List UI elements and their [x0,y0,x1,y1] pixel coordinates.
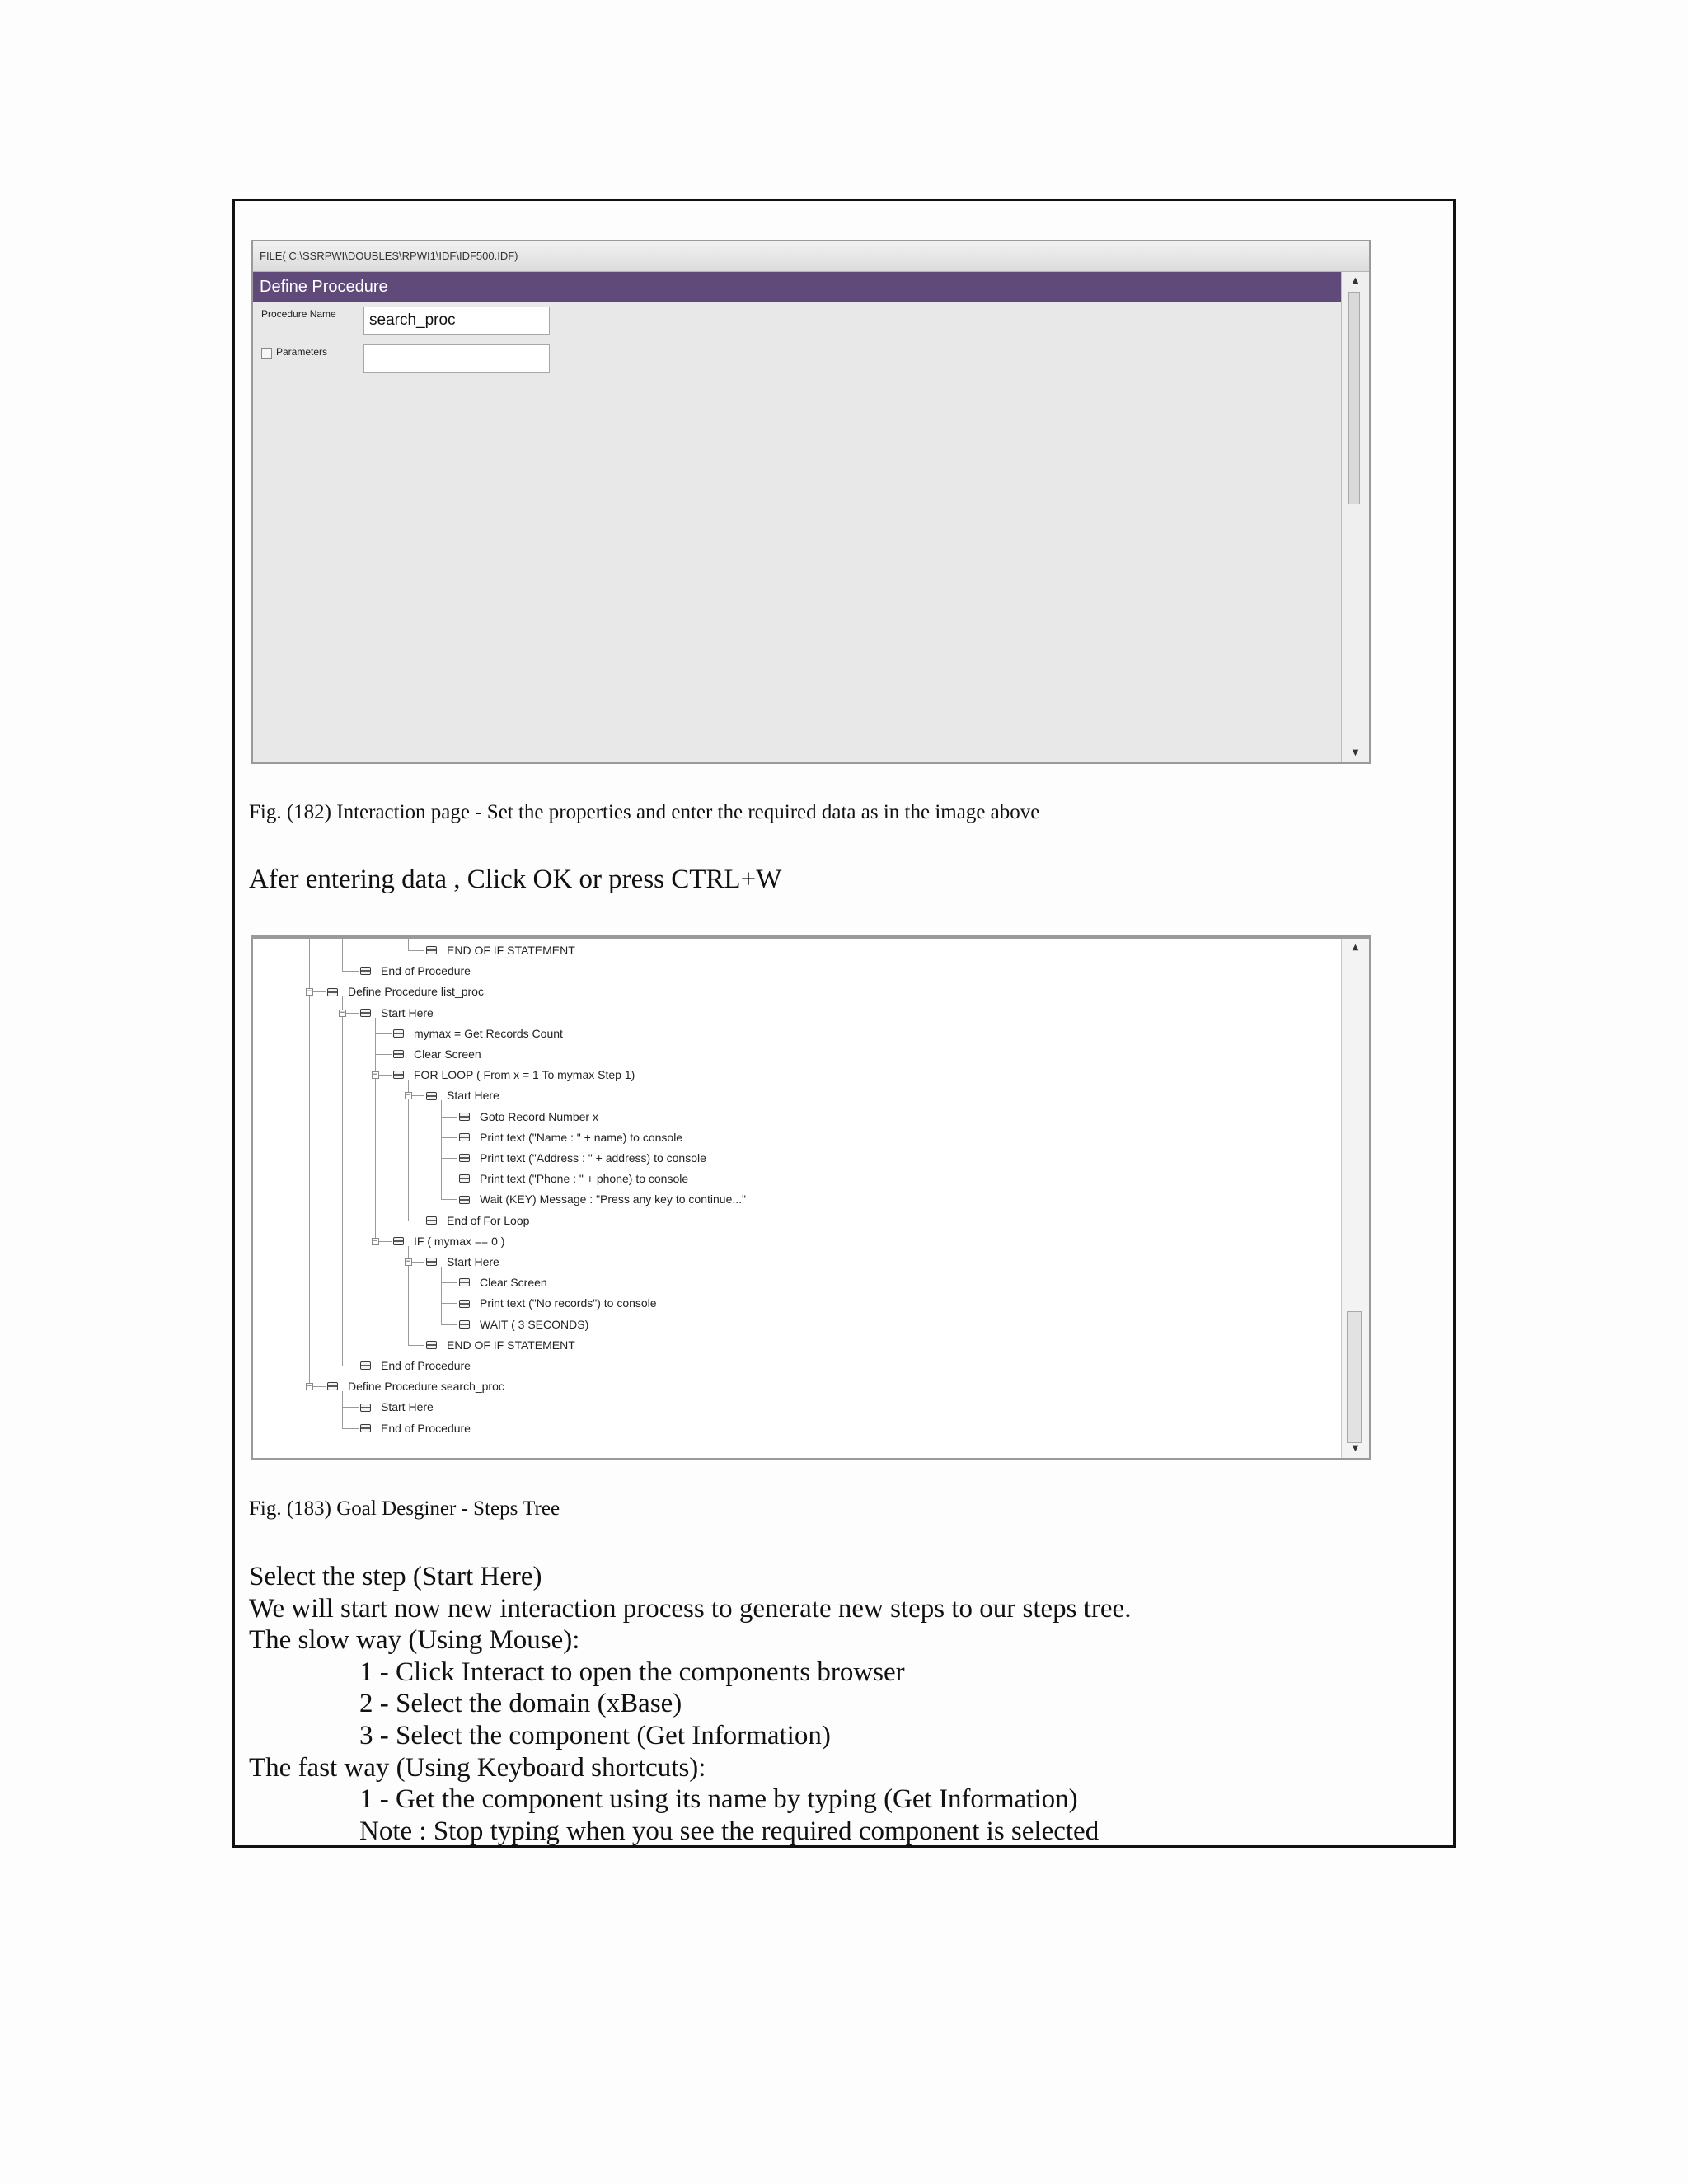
tree-node-label: IF ( mymax == 0 ) [414,1234,505,1248]
tree-scroll-thumb[interactable] [1347,1311,1362,1443]
define-procedure-window [251,240,1371,764]
tree-expander-icon[interactable]: − [373,1236,378,1245]
tree-connector [342,935,343,971]
step-node-icon [393,1071,404,1079]
tree-connector [441,1100,442,1199]
tree-node-label: END OF IF STATEMENT [447,1338,575,1352]
instruction-line: We will start now new interaction process to generate new steps to our steps tree. [249,1593,1132,1624]
step-node-icon [459,1154,470,1162]
tree-node[interactable] [393,1024,563,1044]
tree-expander-icon[interactable]: − [373,1071,378,1080]
instruction-line: The fast way (Using Keyboard shortcuts): [249,1752,706,1783]
tree-connector [342,1428,359,1429]
tree-node[interactable] [426,1335,575,1356]
vertical-scrollbar[interactable] [1341,272,1369,762]
parameters-input[interactable] [363,344,550,373]
tree-expander-icon[interactable]: − [406,1258,411,1266]
tree-node[interactable] [327,982,484,1002]
step-node-icon [393,1029,404,1038]
tree-node-label: Define Procedure list_proc [348,985,484,999]
tree-connector [375,1054,392,1055]
step-node-icon [426,1092,437,1100]
tree-node[interactable] [426,940,575,961]
tree-node-label: Start Here [381,1400,434,1414]
tree-node[interactable] [360,1356,471,1376]
figure-182-caption: Fig. (182) Interaction page - Set the properties and enter the required data as in the image above [249,801,1040,823]
tree-node-label: Start Here [447,1255,499,1268]
tree-node[interactable] [459,1315,588,1335]
tree-connector [342,971,359,972]
tree-node-label: FOR LOOP ( From x = 1 To mymax Step 1) [414,1068,635,1082]
tree-scroll-down-icon[interactable]: ▼ [1352,1444,1359,1453]
step-node-icon [459,1133,470,1141]
tree-connector [441,1137,457,1138]
window-title: Define Procedure [253,272,1349,302]
instruction-line: 1 - Click Interact to open the components browser [359,1657,905,1687]
tree-node-label: Print text ("Name : " + name) to console [480,1130,683,1144]
tree-node[interactable] [459,1293,657,1314]
tree-node[interactable] [360,1397,434,1418]
step-node-icon [459,1174,470,1183]
tree-node[interactable] [393,1065,635,1085]
step-node-icon [459,1278,470,1286]
tree-node-label: Clear Screen [414,1047,481,1061]
tree-node[interactable] [459,1127,682,1148]
tree-vertical-scrollbar[interactable] [1341,939,1369,1458]
step-node-icon [360,1009,371,1017]
tree-connector [375,1033,392,1034]
tree-connector [441,1303,457,1304]
tree-connector [342,996,343,1366]
tree-connector [375,1018,376,1241]
tree-node[interactable] [459,1272,547,1293]
tree-node[interactable] [459,1189,746,1210]
tree-node[interactable] [459,1169,688,1189]
step-node-icon [426,946,437,954]
step-node-icon [360,1404,371,1412]
step-node-icon [426,1258,437,1266]
tree-node-label: Start Here [381,1005,434,1019]
tree-connector [408,935,409,950]
tree-node-label: Print text ("Address : " + address) to console [480,1151,706,1165]
instruction-line: The slow way (Using Mouse): [249,1625,580,1656]
tree-node-label: WAIT ( 3 SECONDS) [480,1317,589,1331]
tree-node[interactable] [360,1003,434,1024]
tree-node[interactable] [360,961,471,982]
step-node-icon [459,1196,470,1204]
step-node-icon [360,967,371,975]
steps-tree [253,939,1343,1460]
tree-scroll-up-icon[interactable]: ▲ [1352,943,1359,952]
tree-node-label: End of Procedure [381,1359,471,1372]
step-node-icon [459,1113,470,1121]
tree-expander-icon[interactable]: − [406,1091,411,1100]
step-node-icon [327,1382,338,1390]
tree-connector [408,1345,424,1346]
tree-connector [408,1080,409,1220]
step-node-icon [426,1216,437,1225]
tree-node[interactable] [327,1376,504,1397]
tree-node[interactable] [426,1085,499,1106]
tree-connector [408,950,424,951]
tree-node-label: Print text ("Phone : " + phone) to console [480,1172,689,1186]
tree-node[interactable] [426,1252,499,1272]
parameters-checkbox[interactable] [261,348,272,359]
step-node-icon [459,1300,470,1308]
instruction-line: 1 - Get the component using its name by typing (Get Information) [359,1784,1078,1815]
tree-connector [441,1324,457,1325]
tree-node-label: END OF IF STATEMENT [447,944,575,957]
tree-node-label: Goto Record Number x [480,1109,598,1123]
instruction-line: Note : Stop typing when you see the required component is selected [359,1816,1100,1846]
step-node-icon [327,988,338,996]
step-node-icon [393,1050,404,1058]
steps-tree-window [251,935,1371,1460]
step-node-icon [459,1320,470,1329]
scroll-thumb[interactable] [1348,292,1360,504]
tree-node-label: Wait (KEY) Message : "Press any key to continue..." [480,1193,746,1207]
step-node-icon [393,1237,404,1245]
scroll-down-icon[interactable]: ▼ [1352,748,1359,757]
procedure-name-input[interactable]: search_proc [363,307,550,335]
tree-node-label: End of Procedure [381,964,471,978]
tree-node-label: Print text ("No records") to console [480,1296,657,1310]
tree-connector [441,1117,457,1118]
instruction-line: 2 - Select the domain (xBase) [359,1689,682,1719]
scroll-up-icon[interactable]: ▲ [1352,276,1359,285]
tree-node-label: mymax = Get Records Count [414,1026,563,1040]
tree-expander-icon[interactable]: − [307,1382,312,1391]
tree-connector [441,1158,457,1159]
tree-node[interactable] [459,1107,598,1127]
instruction-line: Select the step (Start Here) [249,1562,542,1591]
figure-183-caption: Fig. (183) Goal Desginer - Steps Tree [249,1497,560,1520]
file-path-bar: FILE( C:\SSRPWI\DOUBLES\RPWI1\IDF\IDF500.IDF) [253,241,1369,272]
tree-expander-icon[interactable]: − [340,1008,345,1017]
tree-node[interactable] [426,1211,529,1231]
tree-node[interactable] [459,1148,706,1169]
tree-connector [342,1407,359,1408]
step-node-icon [360,1424,371,1432]
tree-node-label: End of For Loop [447,1213,530,1227]
tree-connector [441,1267,442,1324]
step-node-icon [360,1361,371,1370]
tree-node-label: Define Procedure search_proc [348,1380,504,1394]
tree-node-label: Start Here [447,1089,499,1103]
tree-node[interactable] [393,1231,504,1252]
tree-node[interactable] [360,1418,471,1439]
after-entering-text: Afer entering data , Click OK or press CTRL+W [249,865,782,894]
step-node-icon [426,1341,437,1349]
tree-connector [441,1199,457,1200]
tree-connector [309,935,310,1386]
tree-connector [441,1282,457,1283]
tree-expander-icon[interactable]: − [307,987,312,996]
tree-node-label: Clear Screen [480,1276,547,1290]
tree-node[interactable] [393,1044,481,1065]
instruction-line: 3 - Select the component (Get Information) [359,1721,831,1750]
tree-node-label: End of Procedure [381,1421,471,1435]
procedure-name-label: Procedure Name [261,308,336,320]
form-area [253,302,1343,762]
parameters-label: Parameters [276,346,328,358]
